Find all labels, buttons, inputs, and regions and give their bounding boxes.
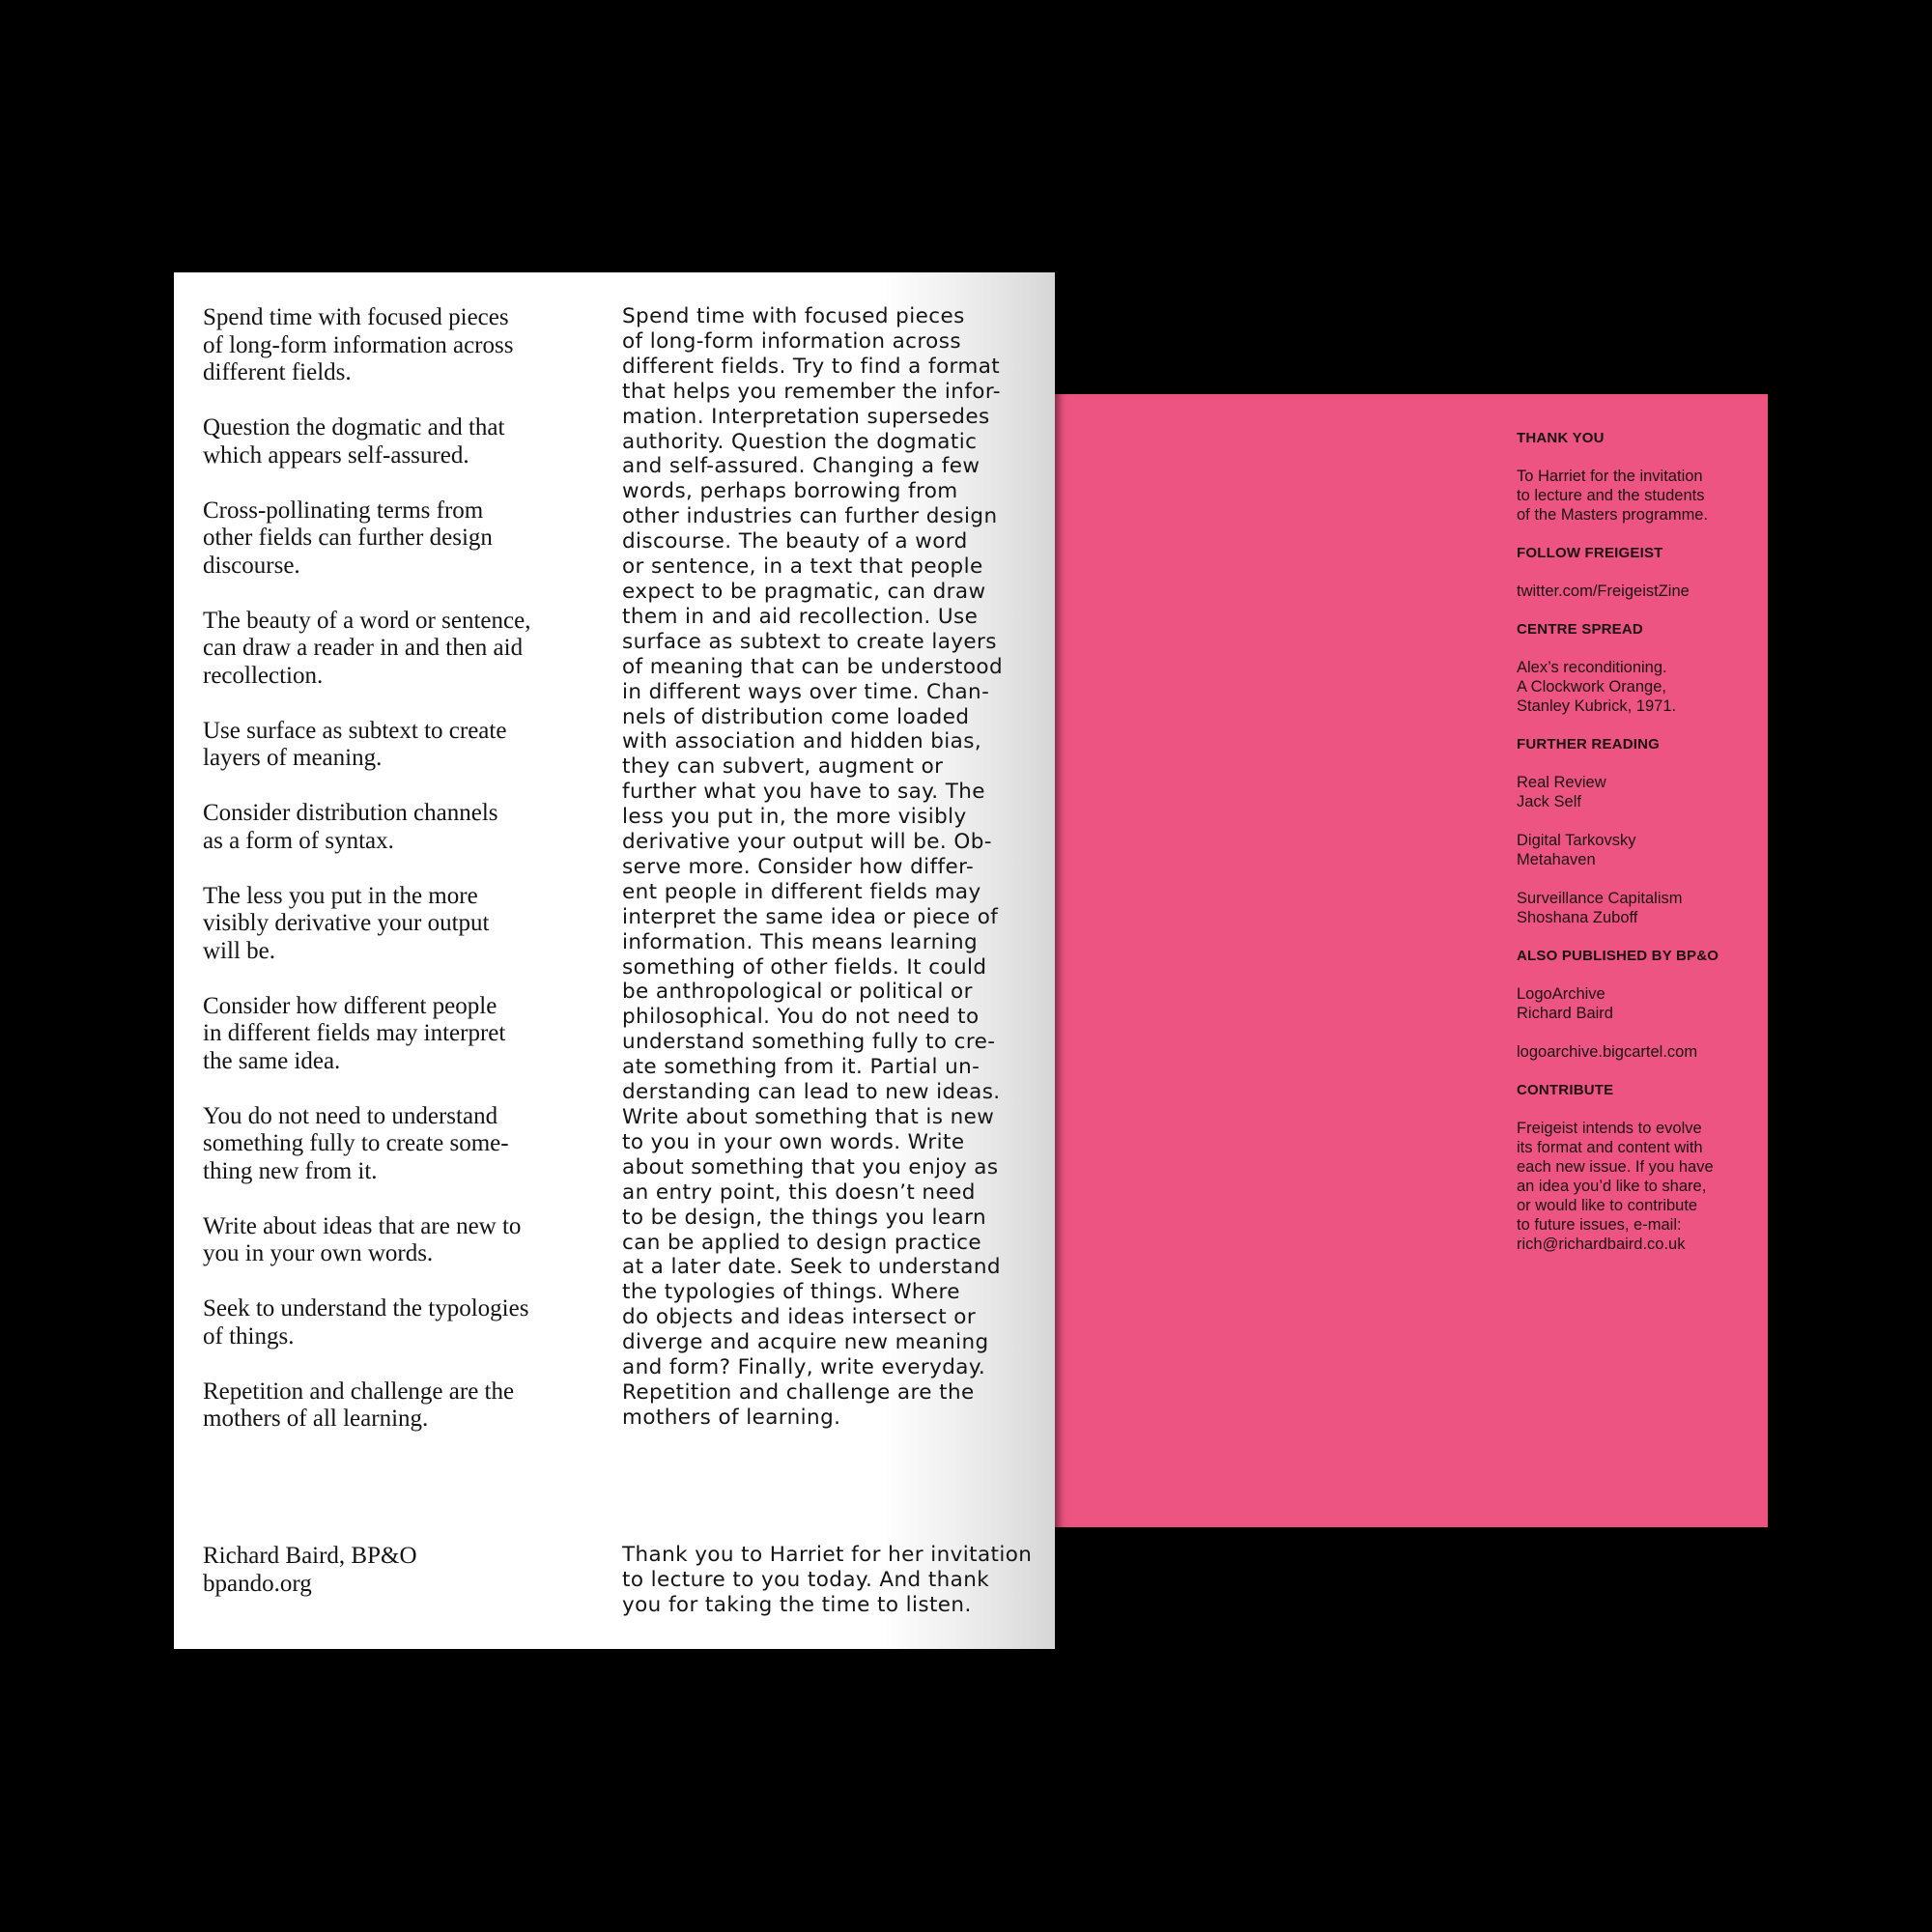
- reading-title: Surveillance Capitalism: [1517, 890, 1683, 907]
- reading-item: [1517, 773, 1748, 811]
- reading-item: [1517, 831, 1748, 869]
- principle-paragraph: Question the dogmatic and that which appears self-assured.: [203, 414, 505, 469]
- principle-paragraph: The less you put in the more visibly derivative your output will be.: [203, 882, 490, 964]
- follow-heading: FOLLOW FREIGEIST: [1517, 545, 1663, 561]
- contribute-heading: CONTRIBUTE: [1517, 1082, 1614, 1098]
- further-reading-heading: FURTHER READING: [1517, 736, 1660, 753]
- principle-paragraph: Write about ideas that are new to you in your own words.: [203, 1212, 522, 1266]
- reading-title: Real Review: [1517, 774, 1606, 791]
- also-published-heading: ALSO PUBLISHED BY BP&O: [1517, 948, 1719, 964]
- principle-paragraph: Seek to understand the typologies of things.: [203, 1295, 529, 1350]
- centre-spread-text: Alex’s reconditioning. A Clockwork Orange, Stanley Kubrick, 1971.: [1517, 659, 1677, 715]
- reading-author: Jack Self: [1517, 793, 1581, 810]
- colophon-column: [1517, 429, 1748, 1273]
- reading-title: Digital Tarkovsky: [1517, 832, 1636, 849]
- principle-paragraph: The beauty of a word or sentence, can draw a reader in and then aid recollection.: [203, 607, 531, 689]
- published-url[interactable]: logoarchive.bigcartel.com: [1517, 1043, 1698, 1061]
- reading-author: Metahaven: [1517, 851, 1596, 868]
- published-item: [1517, 984, 1748, 1023]
- thanks-text: Thank you to Harriet for her invitation to lecture to you today. And thank you for taking the time to listen.: [622, 1543, 1033, 1617]
- published-title: LogoArchive: [1517, 985, 1605, 1003]
- author-signature: Richard Baird, BP&O bpando.org: [203, 1543, 417, 1597]
- principle-paragraph: Spend time with focused pieces of long-form information across different fields.: [203, 304, 514, 385]
- pink-page: [1045, 394, 1768, 1527]
- principle-paragraph: Cross-pollinating terms from other fields can further design discourse.: [203, 497, 493, 579]
- contribute-text: Freigeist intends to evolve its format and content with each new issue. If you have an idea you’d like to share, or would like to contribute to future issues, e-mail: rich@richardbaird.co.uk: [1517, 1120, 1714, 1253]
- principle-paragraph: Use surface as subtext to create layers of meaning.: [203, 717, 507, 771]
- principles-column: [203, 304, 589, 1461]
- published-author: Richard Baird: [1517, 1005, 1613, 1022]
- reading-author: Shoshana Zuboff: [1517, 909, 1638, 926]
- white-page: [174, 272, 1055, 1649]
- centre-spread-heading: CENTRE SPREAD: [1517, 621, 1643, 638]
- principle-paragraph: You do not need to understand something fully to create some- thing new from it.: [203, 1102, 509, 1184]
- thank-you-text: To Harriet for the invitation to lecture and the students of the Masters programme.: [1517, 468, 1709, 524]
- principle-paragraph: Repetition and challenge are the mothers of all learning.: [203, 1378, 515, 1432]
- thank-you-heading: THANK YOU: [1517, 430, 1605, 446]
- principle-paragraph: Consider distribution channels as a form of syntax.: [203, 800, 498, 854]
- principle-paragraph: Consider how different people in different fields may interpret the same idea.: [203, 992, 506, 1074]
- reading-item: [1517, 889, 1748, 927]
- follow-link[interactable]: twitter.com/FreigeistZine: [1517, 582, 1690, 600]
- body-text-column: Spend time with focused pieces of long-form information across different fields. Try to find a format that helps you remember the infor- mation. Interpretation supersedes authority. Question the dogmatic and self-assured. Changing a few words, perhaps borrowing from other industries can further design discourse. The beauty of a word or sentence, in a text that people expect to be pragmatic, can draw them in and aid recollection. Use surface as subtext to create layers of meaning that can be understood in different ways over time. Chan- nels of distribution come loaded with association and hidden bias, they can subvert, augment or further what you have to say. The less you put in, the more visibly derivative your output will be. Ob- serve more. Consider how differ- ent people in different fields may interpret the same idea or piece of information. This means learning something of other fields. It could be anthropological or political or philosophical. You do not need to understand something fully to cre- ate something from it. Partial un- derstanding can lead to new ideas. Write about something that is new to you in your own words. Write about something that you enjoy as an entry point, this doesn’t need to be design, the things you learn can be applied to design practice at a later date. Seek to understand the typologies of things. Where do objects and ideas intersect or diverge and acquire new meaning and form? Finally, write everyday. Repetition and challenge are the mothers of learning.: [622, 304, 1004, 1430]
